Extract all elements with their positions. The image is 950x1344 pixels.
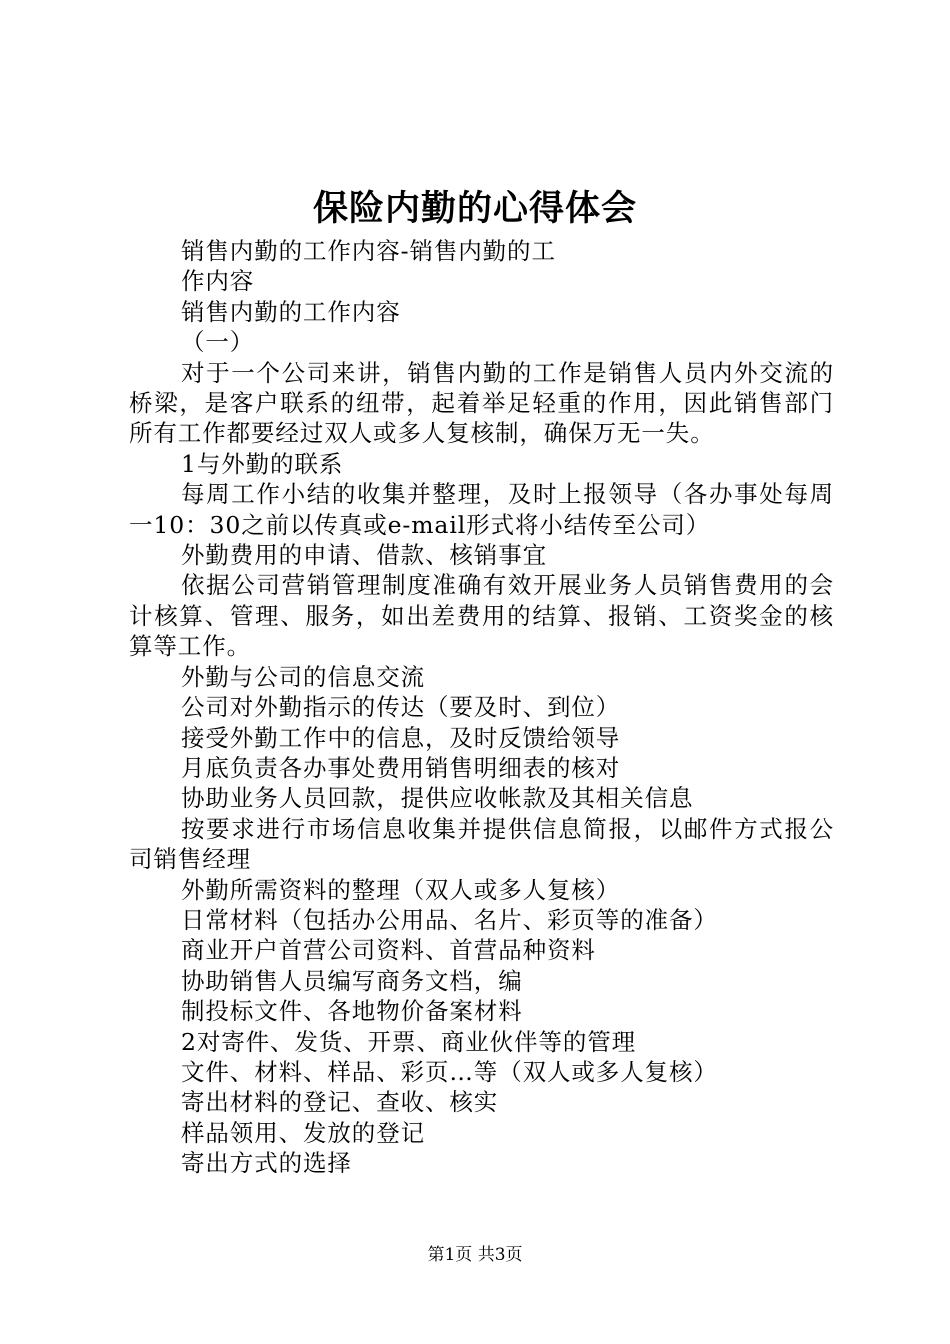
paragraph: 协助业务人员回款，提供应收帐款及其相关信息 xyxy=(181,784,694,813)
paragraph: 按要求进行市场信息收集并提供信息简报，以邮件方式报公司销售经理 xyxy=(129,814,834,874)
paragraph: 作内容 xyxy=(181,267,255,296)
paragraph: 制投标文件、各地物价备案材料 xyxy=(181,997,523,1026)
paragraph: 2对寄件、发货、开票、商业伙伴等的管理 xyxy=(181,1027,637,1056)
paragraph: 协助销售人员编写商务文档，编 xyxy=(181,966,523,995)
paragraph: 日常材料（包括办公用品、名片、彩页等的准备） xyxy=(181,905,718,934)
paragraph: 外勤所需资料的整理（双人或多人复核） xyxy=(181,875,621,904)
paragraph: 月底负责各办事处费用销售明细表的核对 xyxy=(181,753,621,782)
paragraph: 寄出材料的登记、查收、核实 xyxy=(181,1088,499,1117)
paragraph: 公司对外勤指示的传达（要及时、到位） xyxy=(181,693,621,722)
paragraph: 1与外勤的联系 xyxy=(181,449,344,478)
paragraph: 依据公司营销管理制度准确有效开展业务人员销售费用的会计核算、管理、服务，如出差费用的结算、报销、工资奖金的核算等工作。 xyxy=(129,571,834,661)
paragraph: 样品领用、发放的登记 xyxy=(181,1118,425,1147)
page-number-footer: 第1页 共3页 xyxy=(427,1245,523,1265)
paragraph: 外勤与公司的信息交流 xyxy=(181,662,425,691)
paragraph: （一） xyxy=(181,328,255,357)
document-body xyxy=(129,236,834,1179)
paragraph: 销售内勤的工作内容-销售内勤的工 xyxy=(181,237,556,265)
paragraph: 接受外勤工作中的信息，及时反馈给领导 xyxy=(181,723,621,752)
paragraph: 对于一个公司来讲，销售内勤的工作是销售人员内外交流的桥梁，是客户联系的纽带，起着举足轻重的作用，因此销售部门所有工作都要经过双人或多人复核制，确保万无一失。 xyxy=(129,358,834,448)
document-title: 保险内勤的心得体会 xyxy=(312,188,637,229)
paragraph: 商业开户首营公司资料、首营品种资料 xyxy=(181,936,596,965)
paragraph: 销售内勤的工作内容 xyxy=(181,297,401,326)
paragraph: 寄出方式的选择 xyxy=(181,1149,352,1178)
paragraph: 每周工作小结的收集并整理，及时上报领导（各办事处每周一10：30之前以传真或e-mail形式将小结传至公司） xyxy=(129,480,834,539)
paragraph: 文件、材料、样品、彩页…等（双人或多人复核） xyxy=(181,1057,718,1086)
paragraph: 外勤费用的申请、借款、核销事宜 xyxy=(181,541,547,570)
